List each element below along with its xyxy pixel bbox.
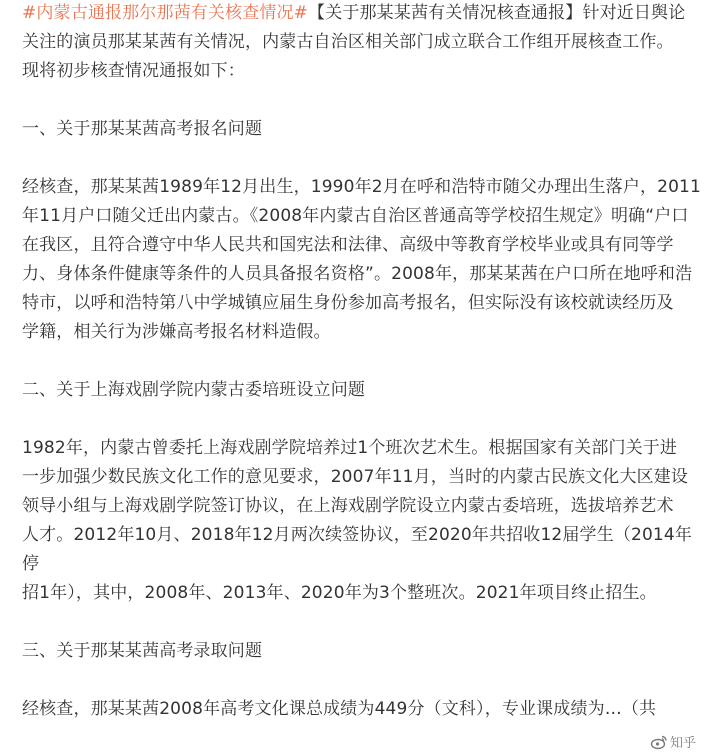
intro-paragraph — [22, 0, 702, 86]
weibo-watermark-icon — [650, 733, 668, 751]
section1-body: 经核查，那某某茜1989年12月出生，1990年2月在呼和浩特市随父办理出生落户，2011 年11月户口随父迁出内蒙古。《2008年内蒙古自治区普通高等学校招生规定》明确“户口 在我区，且符合遵守中华人民共和国宪法和法律、高级中等教育学校毕业或具有同等学 力、身体条件健康等条件的人员具备报名资格”。2008年，那某某茜在户口所在地呼和浩 特市，以呼和浩特第八中学城镇应届生身份参加高考报名，但实际没有该校就读经历及 学籍，相关行为涉嫌高考报名材料造假。 — [22, 177, 701, 342]
section2-body: 1982年，内蒙古曾委托上海戏剧学院培养过1个班次艺术生。根据国家有关部门关于进 一步加强少数民族文化工作的意见要求，2007年11月，当时的内蒙古民族文化大区建设 领导小组与上海戏剧学院签订协议，在上海戏剧学院设立内蒙古委培班，选拔培养艺术 人才。2012年10月、2018年12月两次续签协议，至2020年共招收12届学生（2014年停 招1年），其中，2008年、2013年、2020年为3个整班次。2021年项目终止招生。 — [22, 438, 692, 603]
section1-title: 一、关于那某某茜高考报名问题 — [22, 119, 263, 139]
watermark-text: 知乎 — [669, 736, 696, 751]
article-body — [22, 0, 702, 754]
section2-title: 二、关于上海戏剧学院内蒙古委培班设立问题 — [22, 380, 365, 400]
intro-text: 【关于那某某茜有关情况核查通报】针对近日舆论 关注的演员那某某茜有关情况，内蒙古自治区相关部门成立联合工作组开展核查工作。 现将初步核查情况通报如下： — [22, 3, 686, 81]
section3-body: 经核查，那某某茜2008年高考文化课总成绩为449分（文科），专业课成绩为…（共 — [22, 699, 657, 719]
section3-title: 三、关于那某某茜高考录取问题 — [22, 641, 263, 661]
watermark — [648, 732, 698, 751]
hashtag-link[interactable]: #内蒙古通报那尔那茜有关核查情况# — [22, 3, 309, 23]
